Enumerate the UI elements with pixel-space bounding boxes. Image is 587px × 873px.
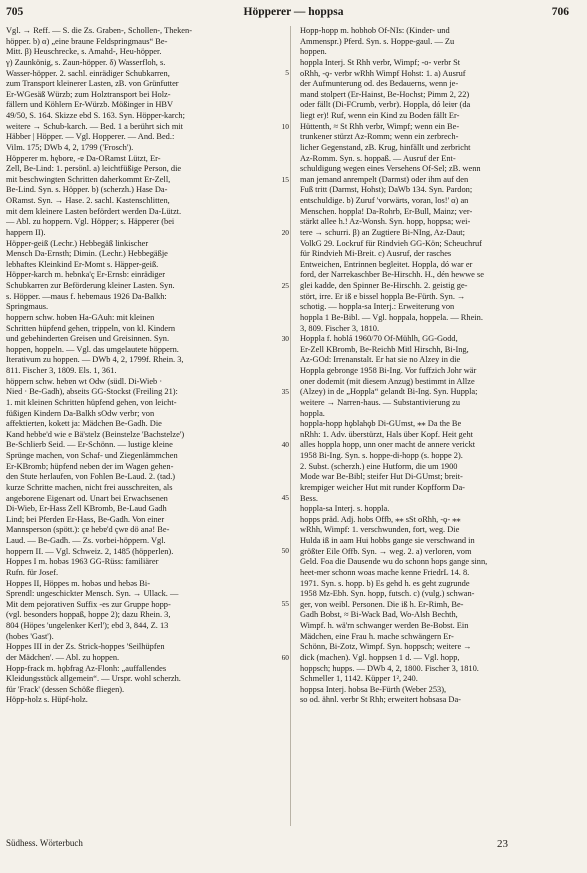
- text-line: man jemand anrempelt (Darmst) oder ihm auf den: [300, 174, 469, 184]
- footer-sheet-number: 23: [497, 838, 508, 850]
- text-line: Iterativum zu hoppen. — DWb 4, 2, 1799f. Rhein. 3,: [6, 355, 184, 365]
- text-line: oner dodemit (mit diesem Anzug) bestimmt in Allze: [300, 376, 475, 386]
- text-line: (hobes 'Gast').: [6, 631, 54, 641]
- text-line: stört, irre. Er iß e bissel hoppla Be-Fürth. Syn. →: [300, 291, 466, 301]
- text-line: Nied · Be-Gadh), abseits GG-Stockst (Freiling 21):: [6, 387, 178, 397]
- line-number: 25: [281, 280, 289, 290]
- text-line: Fuß tritt (Darmst, Hohst); DaWb 134. Syn. Pardon;: [300, 185, 473, 195]
- text-line: Höpper-karch m. hebnka'ç Er-Ernsb: einrädiger: [6, 270, 166, 280]
- text-line: hoppen.: [300, 47, 327, 57]
- text-line: 49/50, S. 164. Skizze ebd S. 163. Syn. Höpper-karch;: [6, 111, 185, 120]
- text-line: Hopp-hopp m. hobhob Of-NIs: (Kinder- und: [300, 26, 450, 35]
- text-line: Schmeller 1, 1142. Küpper 1², 240.: [300, 674, 418, 684]
- text-line: Az-GOd: Irrenanstalt. Er hat sie no Alzey in die: [300, 355, 461, 365]
- text-line: Entweichen, Entrinnen begleitet. Hoppla, dó war er: [300, 259, 473, 269]
- text-line: ford, der Narrekaschber Be-Hirschh. H., dén hewwe se: [300, 270, 484, 280]
- text-line: Sprünge machen, von Schaf- und Ziegenlämmchen: [6, 451, 178, 460]
- text-line: angeborene Eigenart od. Unart bei Erwachsenen: [6, 493, 168, 503]
- text-line: hoppla.: [300, 408, 325, 418]
- text-line: affektierten, kokett ja: Mädchen Be-Gadh. Die: [6, 419, 162, 429]
- text-line: s. Höpper. —maus f. hebɐmaus 1926 Da-Balkh:: [6, 291, 167, 301]
- text-line: Hopp-frack m. hǫbfrag Az-Flonh: „auffallendes: [6, 663, 167, 673]
- page-number-right: 706: [551, 6, 569, 18]
- text-line: Hoppla gebronge 1958 Bi-Ing. Vor fuffzich Johr wär: [300, 366, 477, 375]
- text-line: Rufn. für Josef.: [6, 567, 59, 577]
- text-line: weitere → Schub-karch. — Bed. 1 a berührt sich mit: [6, 121, 183, 131]
- text-line: Er-Zell KBromb, Be-Reichb Mitl Hirschh, Bi-Ing,: [300, 344, 469, 354]
- text-line: Lind; bei Pferden Er-Hass, Be-Gadh. Von einer: [6, 514, 165, 524]
- text-line: Vilm. 175; DWb 4, 2, 1799 ('Frosch').: [6, 142, 134, 152]
- text-line: Mode war Be-Bibl; steifer Hut Di-GUmst; breit-: [300, 472, 463, 482]
- text-line: Sprendl: ungeschickter Mensch. Syn. → Ullack. —: [6, 589, 179, 599]
- text-line: γ) Zaunkönig, s. Zaun-höpper. δ) Wasserfloh, s.: [6, 57, 166, 67]
- text-line: Az-Romm. Syn. s. hoppaß. — Ausruf der Ent-: [300, 153, 456, 163]
- text-line: hoppsch; hupps. — DWb 4, 2, 1800. Fischer 3, 1810.: [300, 663, 479, 673]
- text-line: und gebehinderten Greisen und Greisinnen. Syn.: [6, 334, 170, 344]
- text-line: stärkt allee h.! Az-Wonsh. Syn. hopp, hoppsa; wei-: [300, 217, 471, 227]
- text-line: ORamst. Syn. → Hase. 2. sachl. Kastenschlitten,: [6, 196, 170, 205]
- text-line: hoppsa Interj. hobsa Be-Fürth (Weber 253),: [300, 684, 447, 694]
- text-line: Schönn, Bi-Zotz, Wimpf. Syn. hoppsch; weitere →: [300, 642, 472, 652]
- text-line: hoppla-hopp hǫblahǫb Di-GUmst, ⁎⁎ Da the Be: [300, 419, 462, 429]
- text-line: zum Transport kleinerer Lasten, zB. von Grünfutter: [6, 79, 179, 89]
- text-line: Wimpf. h. wä'rn schwanger werden Be-Bobst. Ein: [300, 621, 469, 630]
- page-header: [0, 6, 587, 22]
- text-line: schotig. — hoppla-sa Interj.: Erweiterung von: [300, 302, 455, 312]
- text-line: oder fällt (Di-FCrumb, verbr). Hoppla, dó leiɐr (da: [300, 100, 471, 110]
- text-line: entschuldige. b) Zuruf 'vorwärts, voran, los!' α) an: [300, 196, 469, 205]
- text-line: Mensch Da-Ernsth; Dimin. (Lechr.) Hebbegäßje: [6, 249, 168, 259]
- text-line: Vgl. → Reff. — S. die Zs. Graben-, Schollen-, Theken-: [6, 26, 192, 35]
- text-line: hopps präd. Adj. hobs Offb, ⁎⁎ sSt oRhh, -ǫ- ⁎⁎: [300, 514, 461, 524]
- text-line: mand stolpert (Er-Hainst, Be-Hochst; Pimm 2, 22): [300, 89, 470, 99]
- text-line: glei kadde, den Spinner Be-Hirschh. 2. geistig ge-: [300, 281, 468, 290]
- page-footer: [0, 838, 587, 854]
- text-line: 3, 809. Fischer 3, 1810.: [300, 323, 380, 333]
- line-number: 45: [281, 493, 289, 503]
- text-line: trunkener stürzt Az-Romm; wenn ein zerbrech-: [300, 132, 459, 142]
- text-line: Höpper-geiß (Lechr.) Hebbegäß linkischer: [6, 238, 149, 248]
- text-line: fällern und Köhlern Er-Würzb. Mößinger in HBV: [6, 100, 174, 110]
- text-line: 1958 Bi-Ing. Syn. s. hoppe-di-hopp (s. hoppe 2).: [300, 451, 463, 460]
- text-line: Be-Lind. Syn. s. Höpper. b) (scherzh.) Hase Da-: [6, 185, 168, 195]
- text-line: ger, von weibl. Personen. Die iß h. Er-Rimh, Be-: [300, 599, 464, 609]
- text-line: oRhh, -ǫ- verbr wRhh Wimpf Hohst: 1. a) Ausruf: [300, 68, 466, 78]
- text-line: Geld. Foa die Dausende wu do schonn hops gange sinn,: [300, 557, 488, 567]
- text-line: Mädchen, eine Frau h. mache schwängern Er-: [300, 631, 454, 641]
- text-line: Be-Schlierb Seid. — Er-Schönn. — lustige kleine: [6, 440, 173, 450]
- text-line: weitere → Narren-haus. — Substantivierung zu: [300, 397, 461, 407]
- text-line: (vgl. besonders hoppaß, hoppe 2); dazu Rhein. 3,: [6, 610, 171, 620]
- text-line: Mitt. β) Heuschrecke, s. Amahd-, Heu-höpper.: [6, 47, 162, 57]
- text-line: Er-KBromb; hüpfend neben der im Wagen gehen-: [6, 461, 174, 471]
- text-line: licher Gegenstand, zB. Krug, hinfällt und zerbricht: [300, 142, 471, 152]
- text-line: Hoppla f. hoblá 1960/70 Of-Mühlh, GG-Godd,: [300, 334, 458, 344]
- text-line: höppern schw. hebɐn wt Odw (südl. Di-Wieb ·: [6, 376, 163, 386]
- text-line: nRhh: 1. Adv. überstürzt, Hals über Kopf. Heit geht: [300, 429, 473, 439]
- text-line: Zell, Be-Lind: 1. persönl. a) leichtfüßige Person, die: [6, 164, 182, 174]
- text-line: Häbber | Höpper. — Vgl. Hopperer. — And. Bed.:: [6, 132, 175, 142]
- text-line: 1. mit kleinen Schritten hüpfend gehen, von leicht-: [6, 397, 177, 407]
- text-line: mit dem kleinere Lasten befördert werden Da-Lützt.: [6, 206, 182, 216]
- text-line: Menschen. hoppla! Da-Rohrb, Er-Bull, Mainz; ver-: [300, 206, 473, 216]
- line-number: 10: [281, 121, 289, 131]
- text-line: 804 (Höpes 'ungelenker Kerl'); ebd 3, 844, Z. 13: [6, 621, 169, 630]
- text-line: Höpp-holz s. Hüpf-holz.: [6, 695, 88, 705]
- text-line: Hoppes II, Höppes m. hobəs und hebəs Bi-: [6, 578, 150, 588]
- line-number: 50: [281, 546, 289, 556]
- text-line: hoppla Interj. St Rhh verbr, Wimpf; -o- verbr St: [300, 57, 461, 67]
- text-line: Höpperer m. hęborɐ, -ɐ Da-ORamst Lützt, Er-: [6, 153, 161, 163]
- text-line: für 'Frack' (dessen Schöße fliegen).: [6, 684, 125, 694]
- line-number: 15: [281, 174, 289, 184]
- text-line: tere → schurri. β) an Zugtiere Bi-NIng, Az-Daut;: [300, 227, 465, 237]
- text-line: so od. ähnl. verbr St Rhh; erweitert hobsasa Da-: [300, 695, 461, 705]
- text-line: 2. Subst. (scherzh.) eine Hutform, die um 1900: [300, 461, 458, 471]
- text-line: krempiger weicher Hut mit runder Kopfform Da-: [300, 482, 465, 492]
- left-column: [6, 26, 276, 706]
- text-line: hoppern II. — Vgl. Schweiz. 2, 1485 (höpperlen).: [6, 546, 174, 556]
- line-number: 40: [281, 440, 289, 450]
- text-line: Ammenspr.) Pferd. Syn. s. Hoppe-gaul. — Zu: [300, 36, 455, 46]
- text-line: Hulda iß in aam Hui hobbs gange sie verschwand in: [300, 536, 475, 545]
- text-line: Hoppes III in der Zs. Strick-hoppes 'Seilhüpfen: [6, 642, 165, 652]
- text-line: 811. Fischer 3, 1809. Els. 1, 361.: [6, 366, 117, 375]
- text-line: mit beschwingten Schritten daherkommt Er-Zell,: [6, 174, 171, 184]
- text-line: Hoppes I m. hobəs 1963 GG-Rüss: familiärer: [6, 557, 159, 567]
- text-line: kurze Schritte machen, nicht frei ausschreiten, als: [6, 482, 173, 492]
- text-line: (Alzey) in de „Hoppla“ gelandt Bi-Ing. Syn. Huppla;: [300, 387, 478, 397]
- text-line: hoppla 1 Be-Bibl. — Vgl. hoppala, hoppela. — Rhein.: [300, 312, 483, 322]
- text-line: hoppla-sa Interj. s. hoppla.: [300, 504, 390, 514]
- text-line: — Abl. zu hoppern. Vgl. Höpper; s. Häpperer (bei: [6, 217, 175, 227]
- page-number-left: 705: [6, 6, 24, 18]
- running-title: Höpperer — hoppsa: [243, 6, 344, 18]
- text-line: Kleidungsstück allgemein“. — Urspr. wohl scherzh.: [6, 674, 181, 684]
- text-line: Er-WGesäß Würzb; zum Holztransport bei Holz-: [6, 89, 171, 99]
- text-line: füßigen Kindern Da-Balkh sOdw verbr; von: [6, 408, 155, 418]
- text-line: Di-Wieb, Er-Hass Zell KBromb, Be-Laud Gadh: [6, 504, 167, 514]
- text-line: den Stute herlaufen, von Fohlen Be-Laud. 2. (tad.): [6, 472, 176, 482]
- text-line: 1971. Syn. s. hopp. b) Es gehd h. es geht zugrunde: [300, 578, 470, 588]
- text-line: hoppern schw. hobɐn Ha-GAuh: mit kleinen: [6, 312, 155, 322]
- line-number: 35: [281, 387, 289, 397]
- text-line: Bess.: [300, 493, 318, 503]
- line-number: 20: [281, 227, 289, 237]
- column-divider: [290, 26, 291, 826]
- text-line: Wasser-höpper. 2. sachl. einrädiger Schubkarren,: [6, 68, 170, 78]
- text-line: VolkG 29. Lockruf für Rindvieh GG-Kön; Scheuchruf: [300, 238, 482, 248]
- text-line: 1958 Mz-Ebh. Syn. hopp, futsch. c) (vulg.) schwan-: [300, 589, 475, 599]
- line-number: 30: [281, 333, 289, 343]
- text-line: Gadh Bobst, ≈ Bi-Wack Bad, Wo-Alsh Bechth,: [300, 610, 458, 620]
- text-line: Springmaus.: [6, 302, 49, 312]
- text-line: höpper. b) α) „eine braune Feldspringmaus“ Be-: [6, 36, 168, 46]
- text-line: schuldigung wegen eines Versehens Of-Sel; zB. wenn: [300, 164, 481, 174]
- text-line: happern II).: [6, 227, 46, 237]
- text-line: Kand hebbe'd wie e Bä'stelz (Beinstelze 'Bachstelze'): [6, 429, 185, 439]
- text-line: dick (machen). Vgl. hoppsen 1 d. — Vgl. hopp,: [300, 652, 460, 662]
- text-line: wRhh, Wimpf: 1. verschwunden, fort, weg. Die: [300, 525, 460, 535]
- text-line: Laud. — Be-Gadh. — Zs. vorbei-höppern. Vgl.: [6, 536, 166, 545]
- right-column: [300, 26, 558, 706]
- text-line: lebhaftes Kleinkind Er-Momt s. Häpper-geiß.: [6, 259, 159, 269]
- text-line: Schubkarren zur Beförderung kleiner Lasten. Syn.: [6, 281, 175, 290]
- line-number: 55: [281, 599, 289, 609]
- text-line: hoppen, hoppeln. — Vgl. das umgelautete höppern.: [6, 344, 179, 354]
- text-line: Hüttenth, ≈ St Rhh verbr, Wimpf; wenn ein Be-: [300, 121, 460, 131]
- text-line: der Mädchen'. — Abl. zu hoppen.: [6, 652, 120, 662]
- text-line: Mannsperson (spött.): çɐ hebɐ'd çwɐ dö anə! Be-: [6, 525, 170, 535]
- line-number: 60: [281, 652, 289, 662]
- text-line: alles hoppla hopp, unn oner macht de annere verickt: [300, 440, 476, 450]
- text-line: Mit dem pejorativen Suffix -es zur Gruppe hopp-: [6, 599, 171, 609]
- text-line: liegt er)! Ruf, wenn ein Kind zu Boden fällt Er-: [300, 111, 460, 120]
- footer-publication: Südhess. Wörterbuch: [6, 838, 83, 848]
- text-line: der Aufmunterung od. des Bedauerns, wenn je-: [300, 79, 459, 89]
- text-line: Schritten hüpfend gehen, trippeln, von kl. Kindern: [6, 323, 176, 333]
- text-line: für Rindvieh Mi-Breit. c) Ausruf, der rasches: [300, 249, 452, 259]
- text-line: größter Eile Offb. Syn. → weg. 2. a) verloren, vom: [300, 546, 472, 556]
- line-number: 5: [285, 68, 289, 78]
- text-line: heet-mer schonn woas mache kenne FriedrL 14. 8.: [300, 567, 470, 577]
